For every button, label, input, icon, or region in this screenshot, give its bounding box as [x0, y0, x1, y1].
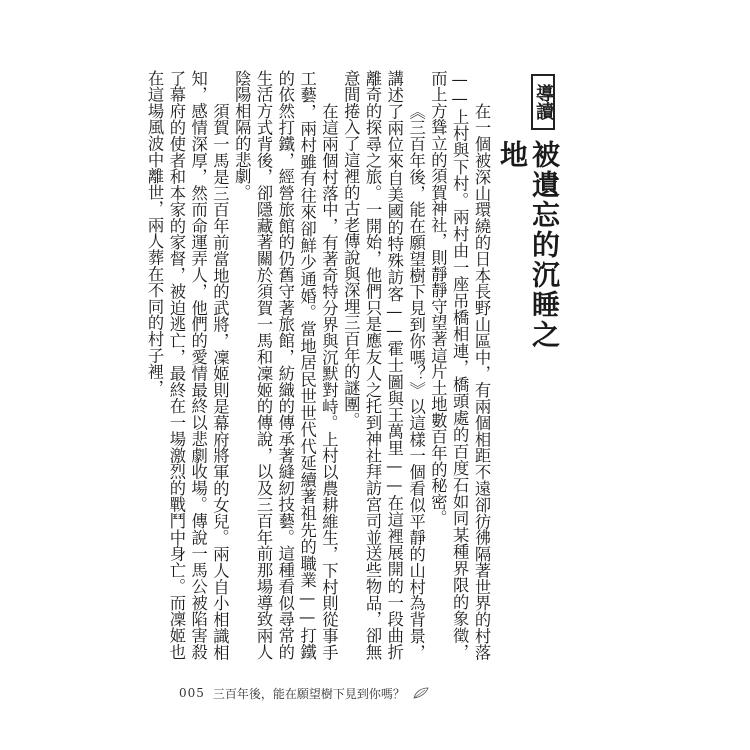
- body-text: [145, 70, 492, 660]
- running-title: 三百年後，能在願望樹下見到你嗎？: [212, 686, 405, 701]
- leaf-icon: [413, 687, 429, 699]
- page-number: 005: [179, 686, 205, 700]
- section-label: 導讀: [531, 74, 555, 130]
- page-footer: [179, 684, 429, 702]
- paragraph-1: 在一個被深山環繞的日本長野山區中，有兩個相距不遠卻彷彿隔著世界的村落——上村與下村。兩村由一座吊橋相連，橋頭處的百度石如同某種界限的象徵，而上方聳立的須賀神社，則靜靜守望著這片土地數百年的秘密。: [428, 70, 491, 660]
- paragraph-2: 《三百年後，能在願望樹下見到你嗎？》以這樣一個看似平靜的山村為背景，講述了兩位來自美國的特殊訪客——霍士圖與王萬里——在這裡展開的一段曲折離奇的探尋之旅。一開始，他們只是應友人之托到神社拜訪宮司並送些物品，卻無意間捲入了這裡的古老傳說與深埋三百年的謎團。: [341, 70, 426, 660]
- chapter-title: 被遺忘的沉睡之地: [496, 140, 561, 350]
- paragraph-4: 須賀一馬是三百年前當地的武將，凜姬則是幕府將軍的女兒。兩人自小相識相知，感情深厚，然而命運弄人，他們的愛情最終以悲劇收場。傳說一馬公被陷害殺了幕府的使者和本家的家督，被迫逃亡，最終在一場激烈的戰鬥中身亡。而凜姬也在這場風波中離世，兩人葬在不同的村子裡，: [145, 70, 230, 660]
- paragraph-3: 在這兩個村落中，有著奇特分界與沉默對峙。上村以農耕維生，下村則從事手工藝，兩村雖有往來卻鮮少通婚。當地居民世世代代延續著祖先的職業——打鐵的依然打鐵，經營旅館的仍舊守著旅館，紡織的傳承著縫紉技藝。這種看似尋常的生活方式背後，卻隱藏著關於須賀一馬和凜姬的傳說，以及三百年前那場導致兩人陰陽相隔的悲劇。: [232, 70, 339, 660]
